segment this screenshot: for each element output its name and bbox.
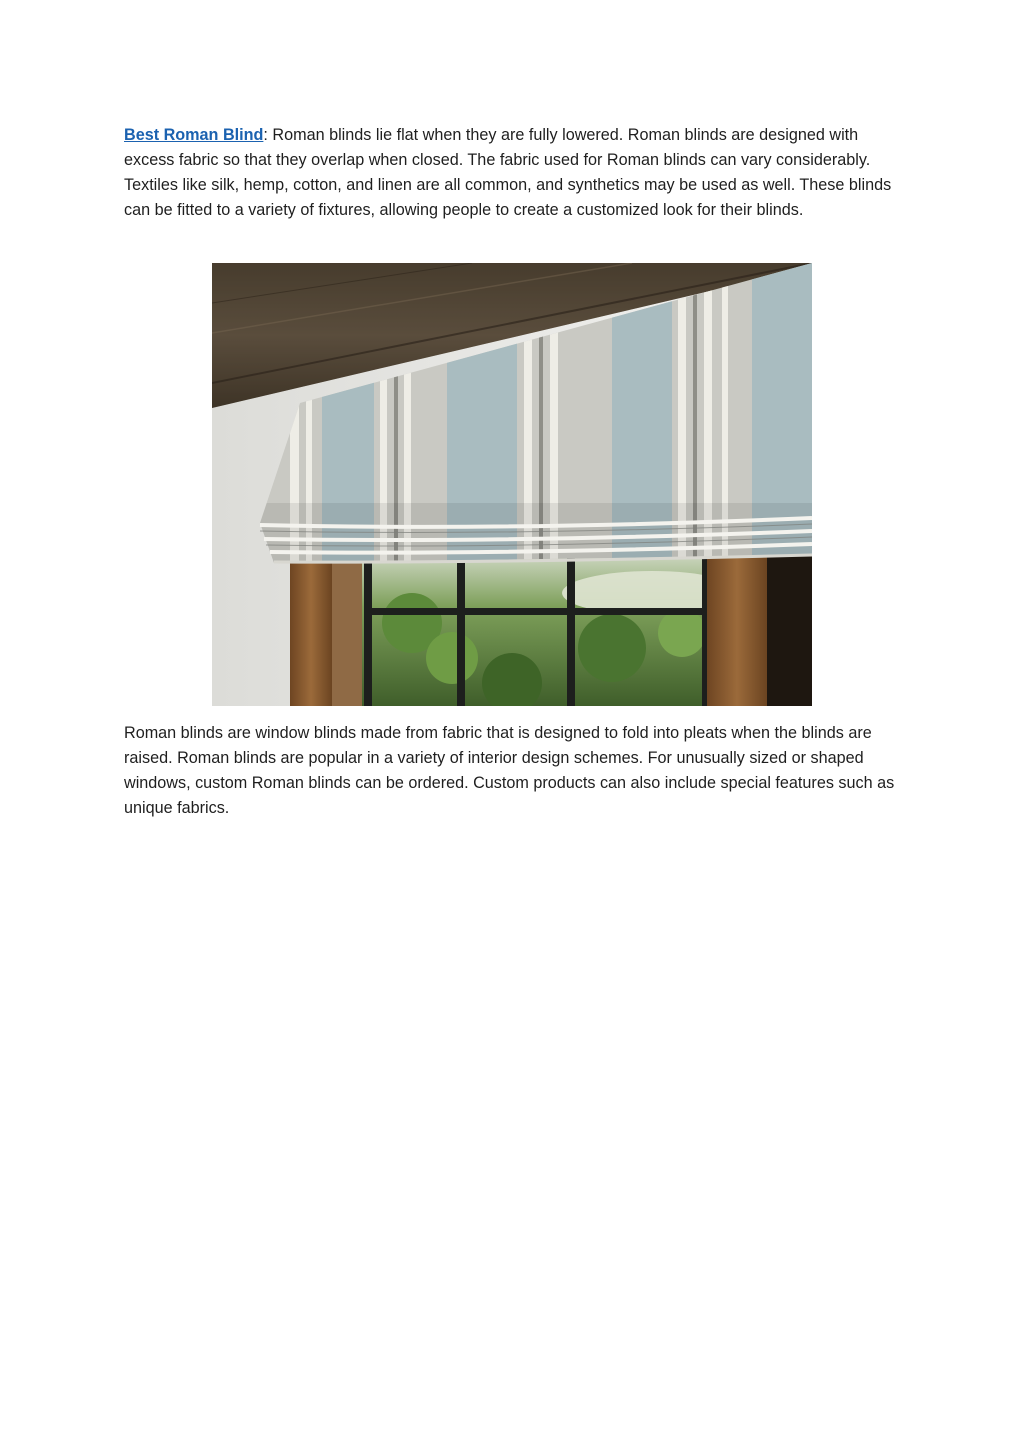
intro-paragraph-text: : Roman blinds lie flat when they are fully lowered. Roman blinds are designed with excess fabric so that they overlap when closed. The fabric used for Roman blinds can vary considerably. Textiles like silk, hemp, cotton, and linen are all common, and synthetics may be used as well. These blinds can be fitted to a variety of fixtures, allowing people to create a customized look for their blinds.: [124, 126, 892, 219]
intro-paragraph: [124, 123, 899, 223]
best-roman-blind-link[interactable]: Best Roman Blind: [124, 126, 264, 144]
description-paragraph: Roman blinds are window blinds made from fabric that is designed to fold into pleats when the blinds are raised. Roman blinds are popular in a variety of interior design schemes. For unusually sized or shaped windows, custom Roman blinds can be ordered. Custom products can also include special features such as unique fabrics.: [124, 724, 895, 817]
roman-blind-photo: [212, 263, 812, 706]
